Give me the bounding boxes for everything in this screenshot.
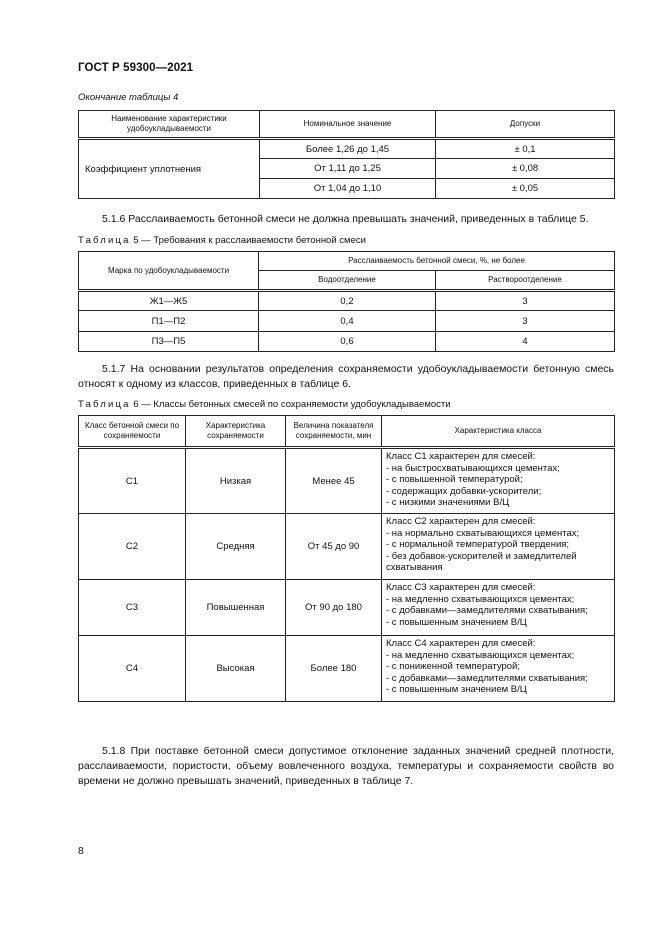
table6-caption [78, 399, 451, 410]
table6-cell-class: С4 [79, 636, 186, 702]
table6-desc-line: - с повышенной температурой; [386, 474, 523, 485]
table5-header-mortar: Раствороотделение [436, 271, 615, 291]
table6-cell-class: С3 [79, 580, 186, 636]
table5-header-mark: Марка по удобоукладываемости [79, 252, 259, 291]
table6-cell-value: От 90 до 180 [286, 580, 382, 636]
table6-header-class: Класс бетонной смеси по сохраняемости [79, 416, 186, 448]
table6-desc-line: - с нормальной температурой твердения; [386, 539, 570, 550]
table5-cell-water: 0,2 [259, 291, 436, 311]
table5-cell-mark: П3—П5 [79, 332, 259, 352]
table4-cell-value: От 1,11 до 1,25 [260, 159, 436, 179]
table6-header-description: Характеристика класса [382, 416, 615, 448]
table5-cell-mortar: 4 [436, 332, 615, 352]
table6-desc-line: Класс С3 характерен для смесей: [386, 582, 536, 593]
table5-caption-prefix: Таблица [78, 235, 131, 246]
table6-desc-line: - на быстросхватывающихся цементах; [386, 462, 560, 474]
table5-cell-mortar: 3 [436, 291, 615, 311]
table4-caption: Окончание таблицы 4 [78, 92, 179, 103]
table5-caption-text: 5 — Требования к расслаиваемости бетонной смеси [133, 235, 366, 246]
table4-row-label: Коэффициент уплотнения [79, 139, 260, 199]
table6-cell-value: От 45 до 90 [286, 514, 382, 580]
table4-cell-value: От 1,04 до 1,10 [260, 179, 436, 199]
table5-cell-mortar: 3 [436, 311, 615, 332]
table6-cell-value: Более 180 [286, 636, 382, 702]
table6-cell-value: Менее 45 [286, 448, 382, 514]
table5-cell-mark: Ж1—Ж5 [79, 291, 259, 311]
table6-caption-prefix: Таблица [78, 399, 131, 410]
table5-caption [78, 235, 366, 246]
table6-cell-characteristic: Низкая [186, 448, 286, 514]
paragraph-5-1-7: 5.1.7 На основании результатов определения сохраняемости удобоукладываемости бетонную смесь относят к одному из классов, приведенных в таблице 6. [78, 363, 614, 390]
table6-cell-characteristic: Средняя [186, 514, 286, 580]
table6-desc-line: - с добавками—замедлителями схватывания; [386, 672, 588, 684]
table6-header-characteristic: Характеристика сохраняемости [186, 416, 286, 448]
paragraph-5-1-6: 5.1.6 Расслаиваемость бетонной смеси не должна превышать значений, приведенных в таблице 5. [102, 213, 589, 225]
table6-cell-description [382, 636, 615, 702]
table6-desc-line: Класс С2 характерен для смесей: [386, 516, 536, 527]
table-5 [78, 251, 615, 352]
page-number: 8 [78, 845, 84, 857]
table6-header-value: Величина показателя сохраняемости, мин [286, 416, 382, 448]
table6-cell-class: С1 [79, 448, 186, 514]
table6-caption-text: 6 — Классы бетонных смесей по сохраняемости удобоукладываемости [133, 399, 451, 410]
table5-cell-water: 0,6 [259, 332, 436, 352]
table6-cell-description [382, 580, 615, 636]
table4-header-tolerance: Допуски [436, 111, 615, 139]
table6-desc-line: - с пониженной температурой; [386, 661, 520, 672]
table6-desc-line: - на нормально схватывающихся цементах; [386, 527, 580, 539]
table6-desc-line: - содержащих добавки-ускорители; [386, 485, 542, 497]
table4-cell-value: Более 1,26 до 1,45 [260, 139, 436, 159]
table6-desc-line: - на медленно схватывающихся цементах; [386, 649, 575, 661]
table5-cell-water: 0,4 [259, 311, 436, 332]
table6-cell-description [382, 514, 615, 580]
table4-header-name: Наименование характеристики удобоукладываемости [79, 111, 260, 139]
table-4 [78, 110, 615, 199]
table6-desc-line: - с повышенным значением В/Ц [386, 684, 527, 695]
table6-desc-line: - на медленно схватывающихся цементах; [386, 593, 575, 605]
table5-header-group: Расслаиваемость бетонной смеси, %, не более [259, 252, 615, 271]
table-6 [78, 415, 615, 702]
table6-desc-line: - с добавками—замедлителями схватывания; [386, 605, 588, 616]
table4-header-nominal: Номинальное значение [260, 111, 436, 139]
table6-desc-line: Класс С1 характерен для смесей: [386, 451, 536, 462]
table6-desc-line: - без добавок-ускорителей и замедлителей схватывания [386, 550, 577, 573]
paragraph-5-1-8: 5.1.8 При поставке бетонной смеси допустимое отклонение заданных значений средней плотности, расслаиваемости, пористости, объему вовлеченного воздуха, температуры и сохраняемости свойств во времени не должно превышать значений, приведенных в таблице 7. [78, 745, 614, 787]
table4-cell-tolerance: ± 0,1 [436, 139, 615, 159]
table6-cell-characteristic: Высокая [186, 636, 286, 702]
table5-header-water: Водоотделение [259, 271, 436, 291]
table4-cell-tolerance: ± 0,05 [436, 179, 615, 199]
table4-cell-tolerance: ± 0,08 [436, 159, 615, 179]
table6-desc-line: - с низкими значениями В/Ц [386, 497, 510, 508]
table6-cell-description [382, 448, 615, 514]
table6-desc-line: Класс С4 характерен для смесей: [386, 638, 536, 649]
table5-cell-mark: П1—П2 [79, 311, 259, 332]
table6-cell-class: С2 [79, 514, 186, 580]
table6-desc-line: - с повышенным значением В/Ц [386, 616, 527, 628]
document-header: ГОСТ Р 59300—2021 [78, 62, 194, 74]
table6-cell-characteristic: Повышенная [186, 580, 286, 636]
